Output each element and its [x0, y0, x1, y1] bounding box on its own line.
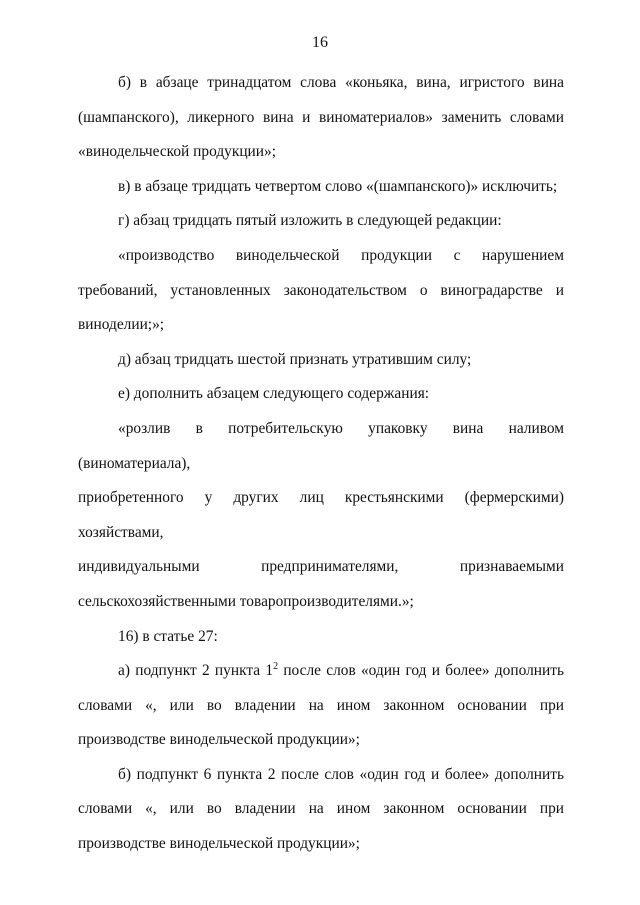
paragraph-1: [78, 66, 564, 170]
paragraph-8: 16) в статье 27:: [118, 627, 218, 645]
superscript-2: 2: [273, 660, 279, 672]
paragraph-7-line-4: сельскохозяйственными товаропроизводителями.»;: [78, 592, 414, 610]
paragraph-9-line-1-start: а) подпункт 2 пункта 1: [118, 662, 274, 680]
paragraph-4-line-1: «производство винодельческой продукции с нарушением: [118, 246, 564, 264]
paragraph-9-line-2: словами «, или во владении на ином законном основании при: [78, 696, 564, 714]
paragraph-9: [78, 654, 564, 758]
paragraph-9-line-3: производстве винодельческой продукции»;: [78, 731, 360, 749]
paragraph-4: [78, 239, 564, 343]
paragraph-7-line-2: приобретенного у других лиц крестьянскими (фермерскими) хозяйствами,: [78, 489, 564, 541]
paragraph-7-line-3: индивидуальными предпринимателями, признаваемыми: [78, 558, 564, 576]
paragraph-10: [78, 758, 564, 862]
paragraph-9-line-1: [78, 654, 564, 689]
paragraph-4-line-3: виноделии;»;: [78, 316, 165, 334]
document-body: [78, 66, 564, 862]
paragraph-10-line-2: словами «, или во владении на ином законном основании при: [78, 800, 564, 818]
paragraph-7-line-1: «розлив в потребительскую упаковку вина наливом (виноматериала),: [78, 419, 564, 472]
paragraph-1-line-3: «винодельческой продукции»;: [78, 143, 277, 161]
paragraph-4-line-2: требований, установленных законодательством о виноградарстве и: [78, 281, 564, 299]
paragraph-9-line-1-end: после слов «один год и более» дополнить: [278, 662, 565, 680]
paragraph-6: е) дополнить абзацем следующего содержания:: [118, 385, 430, 403]
paragraph-5: д) абзац тридцать шестой признать утратившим силу;: [118, 350, 472, 368]
paragraph-10-line-3: производстве винодельческой продукции»;: [78, 835, 360, 853]
page-number: 16: [312, 34, 328, 51]
paragraph-10-line-1: б) подпункт 6 пункта 2 после слов «один год и более» дополнить: [118, 765, 564, 783]
paragraph-1-line-1: б) в абзаце тринадцатом слова «коньяка, вина, игристого вина: [118, 74, 564, 91]
paragraph-2: в) в абзаце тридцать четвертом слово «(шампанского)» исключить;: [118, 177, 558, 195]
paragraph-3: г) абзац тридцать пятый изложить в следующей редакции:: [118, 212, 502, 230]
paragraph-7: [78, 412, 564, 620]
paragraph-1-line-2: (шампанского), ликерного вина и виноматериалов» заменить словами: [78, 108, 564, 126]
